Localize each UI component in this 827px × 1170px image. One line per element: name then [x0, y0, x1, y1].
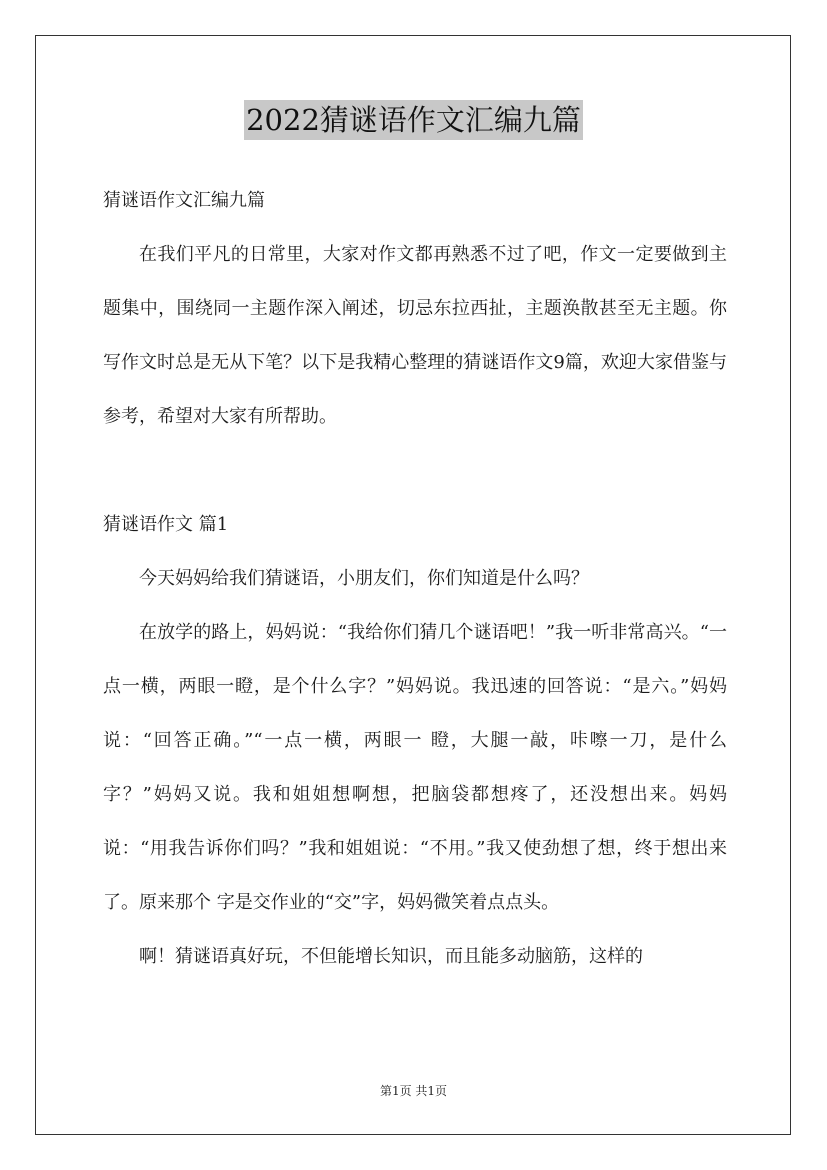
body-paragraph: 啊！猜谜语真好玩，不但能增长知识，而且能多动脑筋，这样的: [139, 946, 643, 967]
section-heading: 猜谜语作文 篇1: [103, 514, 229, 535]
document-title: 2022猜谜语作文汇编九篇: [244, 100, 583, 140]
intro-paragraph: 在我们平凡的日常里，大家对作文都再熟悉不过了吧，作文一定要做到主题集中，围绕同一主题作深入阐述，切忌东拉西扯，主题涣散甚至无主题。你写作文时总是无从下笔？以下是我精心整理的猜谜语作文9篇，欢迎大家借鉴与参考，希望对大家有所帮助。: [103, 244, 727, 427]
page-number: 第1页 共1页: [379, 1084, 448, 1098]
title-container: [0, 100, 827, 140]
spacer: [103, 444, 727, 498]
page-footer: [0, 1082, 827, 1099]
body-paragraph: 在放学的路上，妈妈说：“我给你们猜几个谜语吧！”我一听非常高兴。“一点一横，两眼一瞪，是个什么字？”妈妈说。我迅速的回答说：“是六。”妈妈说：“回答正确。”“一点一横，两眼一 瞪，大腿一敲，咔嚓一刀，是什么字？”妈妈又说。我和姐姐想啊想，把脑袋都想疼了，还没想出来。妈妈说：“用我告诉你们吗？”我和姐姐说：“不用。”我又使劲想了想，终于想出来了。原来那个 字是交作业的“交”字，妈妈微笑着点点头。: [103, 622, 727, 913]
body-paragraph: 今天妈妈给我们猜谜语，小朋友们，你们知道是什么吗？: [139, 568, 589, 589]
document-body: [103, 174, 727, 984]
document-subtitle: 猜谜语作文汇编九篇: [103, 190, 265, 211]
